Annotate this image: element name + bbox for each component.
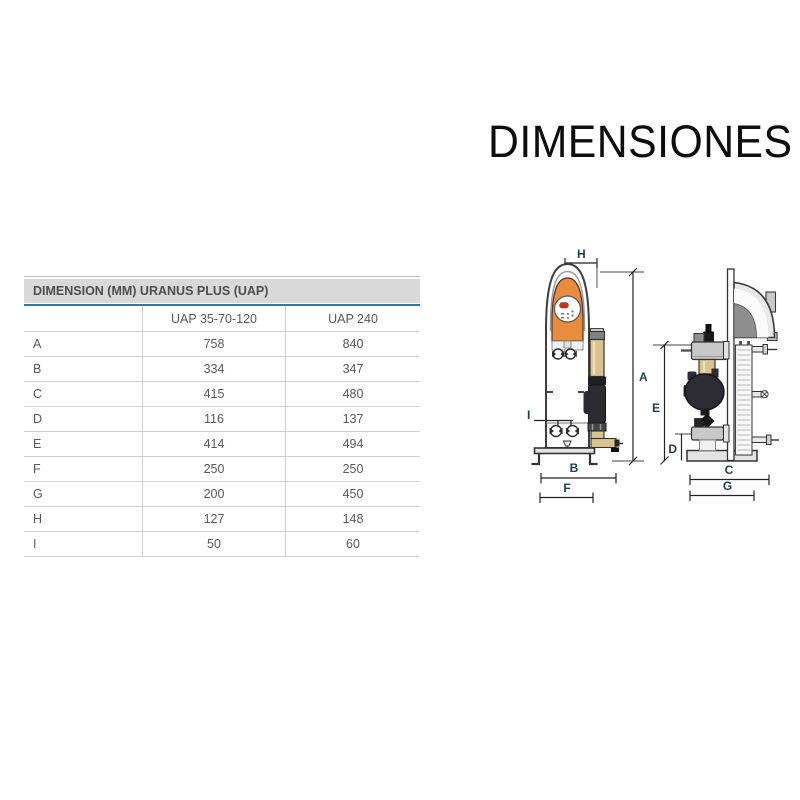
dim-label-b: B bbox=[569, 461, 579, 475]
table-row bbox=[24, 507, 420, 532]
table-row bbox=[24, 457, 420, 482]
table-title: DIMENSION (MM) URANUS PLUS (UAP) bbox=[24, 279, 420, 303]
dim-a bbox=[600, 268, 648, 465]
clamp-ring bbox=[588, 377, 606, 386]
table-top-rule bbox=[24, 276, 420, 277]
column-header-model-b: UAP 240 bbox=[286, 306, 421, 332]
tube-cap bbox=[590, 332, 605, 340]
lower-valve-assembly bbox=[692, 409, 730, 451]
lower-valve-cap bbox=[695, 419, 704, 428]
exchanger-pin bbox=[747, 341, 750, 345]
dim-label-h: H bbox=[577, 247, 586, 261]
value-model-a: 200 bbox=[143, 482, 286, 507]
dimension-label: E bbox=[24, 432, 143, 457]
dim-label-e: E bbox=[651, 401, 660, 415]
value-model-b: 148 bbox=[286, 507, 421, 532]
value-model-a: 250 bbox=[143, 457, 286, 482]
flue-elbow bbox=[734, 283, 777, 341]
dimension-label: G bbox=[24, 482, 143, 507]
table-row bbox=[24, 382, 420, 407]
brass-elbow-horizontal bbox=[591, 439, 616, 448]
value-model-b: 250 bbox=[286, 457, 421, 482]
value-model-a: 50 bbox=[143, 532, 286, 557]
valve-body-bottom bbox=[692, 427, 724, 440]
table-row bbox=[24, 532, 420, 557]
dimension-label: H bbox=[24, 507, 143, 532]
column-header-model-a: UAP 35-70-120 bbox=[143, 306, 286, 332]
value-model-b: 480 bbox=[286, 382, 421, 407]
value-model-b: 494 bbox=[286, 432, 421, 457]
value-model-b: 137 bbox=[286, 407, 421, 432]
brass-elbow-vertical bbox=[591, 431, 604, 439]
dimensions-grid bbox=[24, 306, 420, 557]
valve-handle-base bbox=[704, 332, 714, 342]
base-stand-right-foot bbox=[590, 454, 598, 465]
exchanger-ribs bbox=[738, 350, 751, 450]
exchanger-pin bbox=[739, 341, 742, 345]
table-row bbox=[24, 332, 420, 357]
value-model-b: 840 bbox=[286, 332, 421, 357]
dimension-label: I bbox=[24, 532, 143, 557]
value-model-b: 450 bbox=[286, 482, 421, 507]
column-header-row bbox=[24, 306, 420, 332]
screw-mark bbox=[578, 391, 584, 393]
dim-g bbox=[690, 479, 754, 501]
dimension-label: A bbox=[24, 332, 143, 357]
base-stand-plate bbox=[535, 448, 595, 454]
base-stand-left-foot bbox=[532, 454, 540, 465]
dim-f bbox=[540, 481, 593, 503]
valve-right-flange bbox=[724, 342, 730, 360]
dim-label-a: A bbox=[639, 370, 648, 384]
boiler-side-view bbox=[652, 269, 779, 501]
value-model-a: 414 bbox=[143, 432, 286, 457]
top-valve-assembly bbox=[681, 324, 729, 374]
pipe-stub-bottom-cap bbox=[767, 435, 772, 445]
dimension-label: D bbox=[24, 407, 143, 432]
dimension-label: F bbox=[24, 457, 143, 482]
value-model-a: 127 bbox=[143, 507, 286, 532]
dim-label-g: G bbox=[722, 479, 733, 493]
table-row bbox=[24, 357, 420, 382]
dimensions-table bbox=[24, 276, 420, 557]
value-model-a: 758 bbox=[143, 332, 286, 357]
pump-bulge bbox=[584, 391, 591, 414]
table-row bbox=[24, 482, 420, 507]
elbow-nub bbox=[611, 448, 619, 453]
heat-exchanger bbox=[736, 341, 780, 455]
technical-drawing bbox=[505, 238, 800, 528]
dim-b bbox=[541, 461, 616, 484]
table-row bbox=[24, 407, 420, 432]
pipe-stub-top bbox=[752, 347, 764, 353]
pipe-stub-bottom bbox=[752, 437, 768, 443]
pump-outlet bbox=[701, 409, 710, 416]
table-row bbox=[24, 432, 420, 457]
page-title: DIMENSIONES bbox=[488, 116, 793, 167]
value-model-b: 347 bbox=[286, 357, 421, 382]
column-header-empty bbox=[24, 306, 143, 332]
screw-mark bbox=[547, 391, 553, 393]
dimension-label: B bbox=[24, 357, 143, 382]
dim-label-i: I bbox=[527, 408, 531, 422]
boiler-front-view bbox=[527, 247, 648, 503]
value-model-b: 60 bbox=[286, 532, 421, 557]
lower-valve-flange bbox=[724, 425, 730, 442]
pump-volute bbox=[685, 374, 724, 410]
dim-label-f: F bbox=[563, 481, 571, 495]
dim-label-d: D bbox=[668, 442, 677, 456]
panel-clip bbox=[564, 341, 571, 348]
value-model-a: 116 bbox=[143, 407, 286, 432]
brass-tube bbox=[590, 340, 604, 377]
dim-label-c: C bbox=[724, 463, 734, 477]
clamp-ring-lower bbox=[588, 423, 606, 431]
dimension-label: C bbox=[24, 382, 143, 407]
valve-side-cap bbox=[694, 334, 704, 343]
display-icon bbox=[560, 303, 569, 309]
valve-support-block bbox=[700, 440, 716, 451]
value-model-a: 415 bbox=[143, 382, 286, 407]
value-model-a: 334 bbox=[143, 357, 286, 382]
pump-body-front bbox=[589, 385, 606, 423]
pump-side bbox=[684, 369, 725, 416]
pipe-stub-top-cap bbox=[763, 345, 768, 355]
